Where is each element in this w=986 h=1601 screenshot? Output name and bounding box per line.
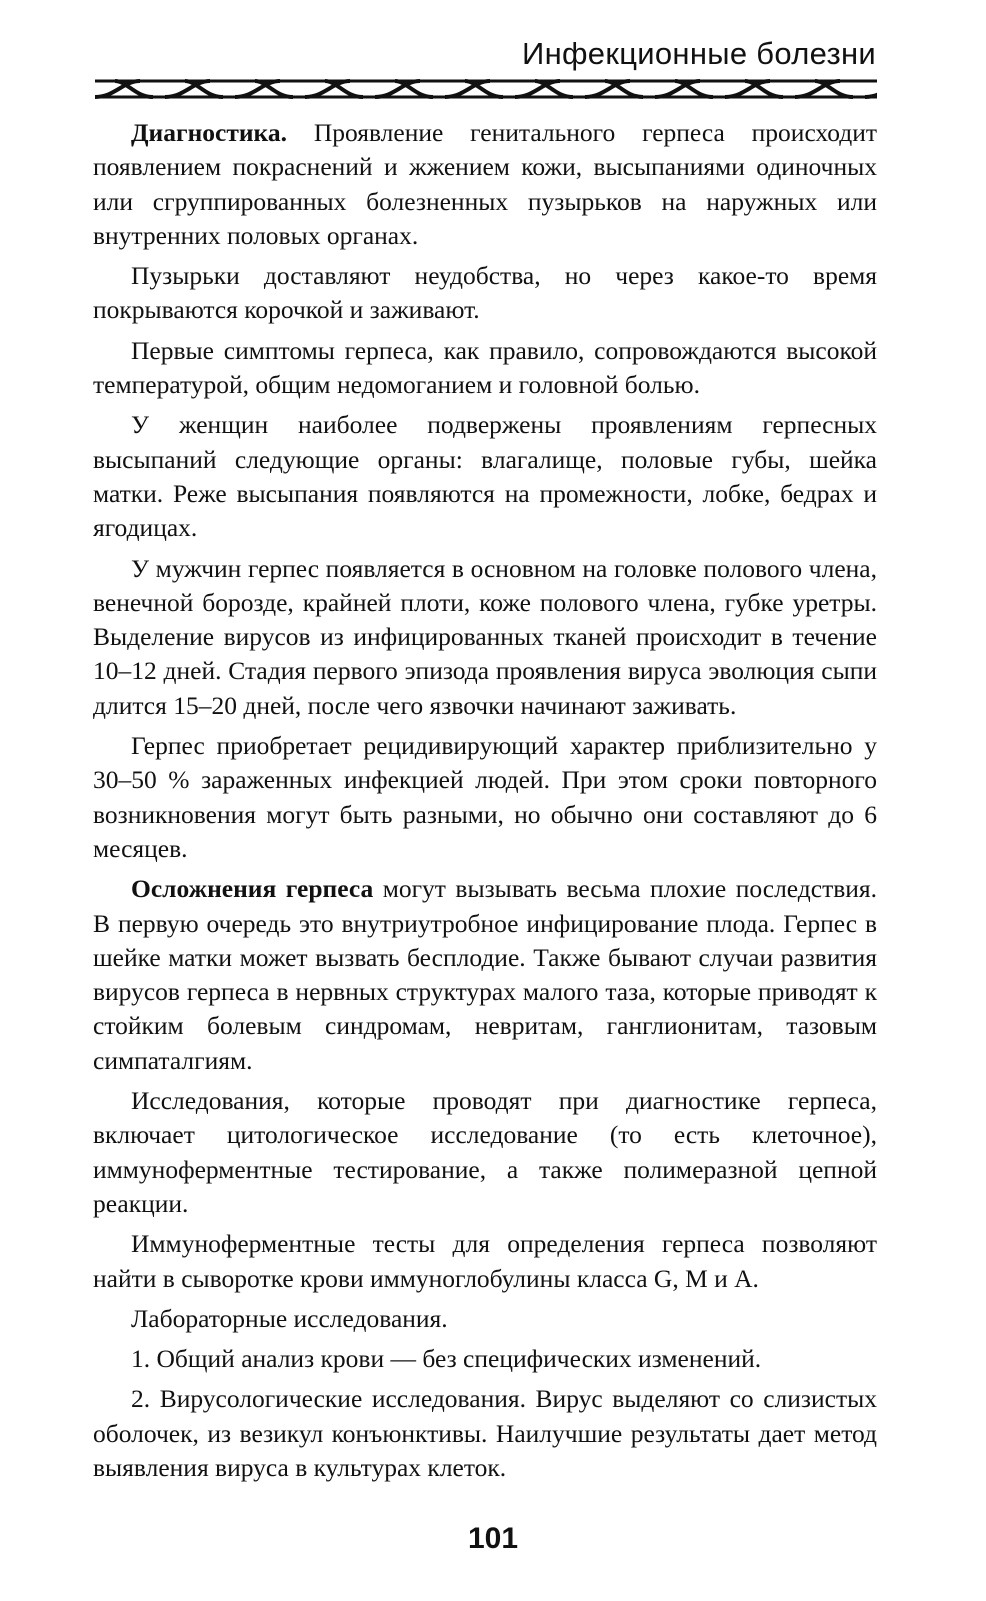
paragraph-diagnostics bbox=[93, 116, 877, 253]
paragraph: Лабораторные исследования. bbox=[131, 1303, 448, 1333]
page-number: 101 bbox=[467, 1522, 519, 1555]
header-ornament-rule bbox=[95, 76, 877, 102]
paragraph: У женщин наиболее подвержены проявлениям герпесных высыпаний следующие органы: влагалище, половые губы, шейка матки. Реже высыпания появляются на промежности, лобке, бедрах и ягодицах. bbox=[93, 410, 877, 543]
paragraph-text: могут вызывать весьма плохие последствия. В первую очередь это внутриутробное инфицирование плода. Герпес в шейке матки может вызвать бесплодие. Также бывают случаи развития вирусов герпеса в нервных структурах малого таза, которые приводят к стойким болевым синдромам, невритам, ганглионитам, тазовым симпаталгиям. bbox=[93, 874, 878, 1075]
list-item: 1. Общий анализ крови — без специфических изменений. bbox=[131, 1344, 762, 1374]
running-header-title: Инфекционные болезни bbox=[521, 36, 876, 71]
paragraph: Первые симптомы герпеса, как правило, сопровождаются высокой температурой, общим недомоганием и головной болью. bbox=[93, 335, 877, 400]
ornament-twist bbox=[585, 81, 643, 97]
section-lead-diagnostics: Диагностика. bbox=[131, 118, 287, 147]
ornament-twist bbox=[235, 81, 293, 97]
paragraph: Пузырьки доставляют неудобства, но через какое-то время покрываются корочкой и заживают. bbox=[93, 261, 877, 325]
paragraph-text: Проявление генитального герпеса происходит появлением покраснений и жжением кожи, высыпаниями одиночных или сгруппированных болезненных пузырьков на наружных или внутренних половых органах. bbox=[93, 118, 877, 250]
page-body bbox=[93, 116, 877, 1491]
ornament-twist bbox=[725, 81, 783, 97]
paragraph: Иммуноферментные тесты для определения герпеса позволяют найти в сыворотке крови иммуноглобулины класса G, M и A. bbox=[93, 1229, 877, 1293]
ornament-twist bbox=[95, 81, 153, 97]
ornament-twist bbox=[305, 81, 363, 97]
section-lead-complications: Осложнения герпеса bbox=[131, 874, 374, 904]
list-item: 2. Вирусологические исследования. Вирус выделяют со слизистых оболочек, из везикул конъюнктивы. Наилучшие результаты дает метод выявления вируса в культурах клеток. bbox=[93, 1384, 877, 1482]
ornament-twist bbox=[655, 81, 713, 97]
ornament-twist bbox=[165, 81, 223, 97]
ornament-twist bbox=[865, 81, 877, 97]
paragraph: Герпес приобретает рецидивирующий характер приблизительно у 30–50 % зараженных инфекцией людей. При этом сроки повторного возникновения могут быть разными, но обычно они составляют до 6 месяцев. bbox=[93, 731, 877, 863]
paragraph: У мужчин герпес появляется в основном на головке полового члена, венечной борозде, крайней плоти, коже полового члена, губке уретры. Выделение вирусов из инфицированных тканей происходит в течение 10–12 дней. Стадия первого эпизода проявления вируса эволюция сыпи длится 15–20 дней, после чего язвочки начинают заживать. bbox=[93, 553, 877, 720]
ornament-twist bbox=[375, 81, 433, 97]
paragraph-complications bbox=[93, 872, 877, 1078]
ornament-twist bbox=[445, 81, 503, 97]
ornament-twist bbox=[515, 81, 573, 97]
ornament-twist bbox=[795, 81, 853, 97]
paragraph: Исследования, которые проводят при диагностике герпеса, включает цитологическое исследование (то есть клеточное), иммуноферментные тестирование, а также полимеразной цепной реакции. bbox=[93, 1086, 877, 1218]
